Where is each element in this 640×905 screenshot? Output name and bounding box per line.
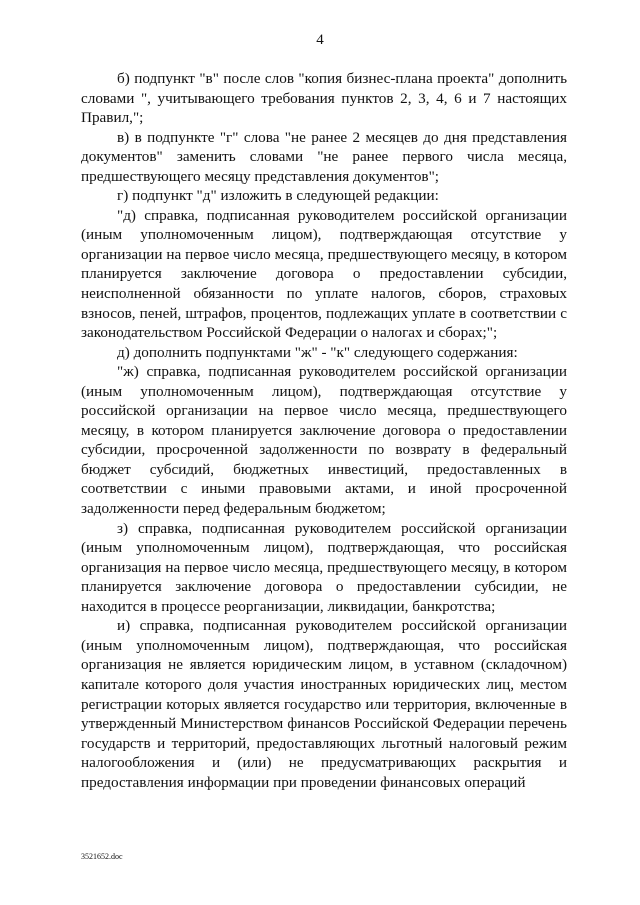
page-number: 4: [316, 32, 324, 48]
paragraph-z: з) справка, подписанная руководителем российской организации (иным уполномоченным лицом), подтверждающая, что российская организация на первое число месяца, предшествующего месяцу, в котором планируется заключение договора о предоставлении субсидии, не находится в процессе реорганизации, ликвидации, банкротства;: [81, 519, 567, 615]
paragraph-zh: "ж) справка, подписанная руководителем российской организации (иным уполномоченным лицом), подтверждающая отсутствие у российской организации на первое число месяца, предшествующего месяцу, в котором планируется заключение договора о предоставлении субсидии, просроченной задолженности по возврату в федеральный бюджет субсидий, бюджетных инвестиций, предоставленных в соответствии с иными правовыми актами, и иной просроченной задолженности перед федеральным бюджетом;: [81, 363, 567, 518]
paragraph-d: д) дополнить подпунктами "ж" - "к" следующего содержания:: [117, 343, 518, 361]
footer-file-name: 3521652.doc: [81, 852, 123, 861]
paragraph-v: в) в подпункте "г" слова "не ранее 2 месяцев до дня представления документов" заменить словами "не ранее первого числа месяца, предшествующего месяцу представления документов";: [81, 128, 567, 185]
paragraph-g: г) подпункт "д" изложить в следующей редакции:: [117, 187, 439, 205]
paragraph-d-subpoint: "д) справка, подписанная руководителем российской организации (иным уполномоченным лицом), подтверждающая отсутствие у организации на первое число месяца, предшествующего месяцу, в котором планируется заключение договора о предоставлении субсидии, неисполненной обязанности по уплате налогов, сборов, страховых взносов, пеней, штрафов, процентов, подлежащих уплате в соответствии с законодательством Российской Федерации о налогах и сборах;";: [81, 206, 567, 342]
paragraph-i: и) справка, подписанная руководителем российской организации (иным уполномоченным лицом), подтверждающая, что российская организация не является юридическим лицом, в уставном (складочном) капитале которого доля участия иностранных юридических лиц, местом регистрации которых является государство или территория, включенные в утвержденный Министерством финансов Российской Федерации перечень государств и территорий, предоставляющих льготный налоговый режим налогообложения и (или) не предусматривающих раскрытия и предоставления информации при проведении финансовых операций: [81, 617, 567, 791]
document-body: [81, 69, 567, 792]
paragraph-b: б) подпункт "в" после слов "копия бизнес-плана проекта" дополнить словами ", учитывающего требования пунктов 2, 3, 4, 6 и 7 настоящих Правил,";: [81, 70, 567, 127]
